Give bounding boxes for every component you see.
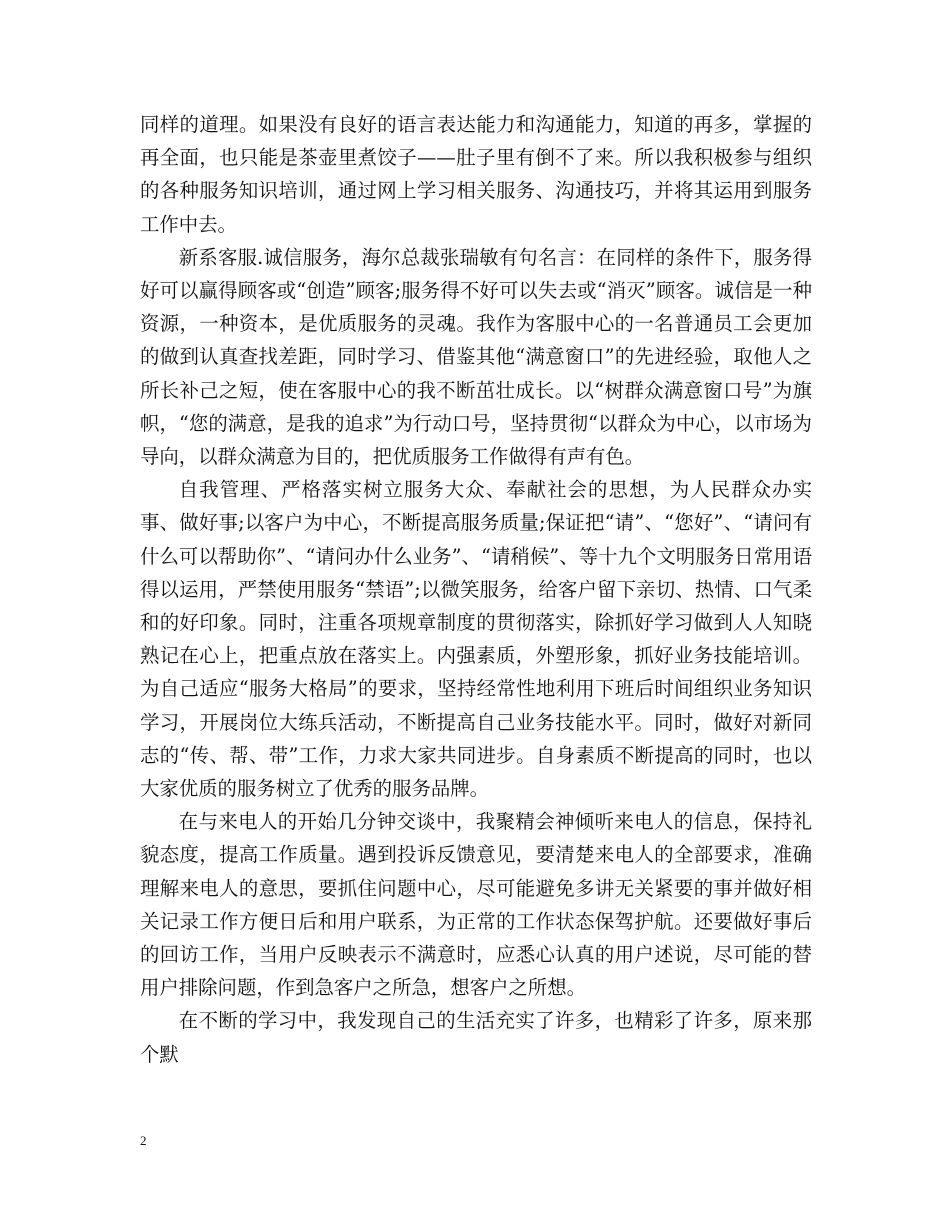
paragraph-4: 在与来电人的开始几分钟交谈中，我聚精会神倾听来电人的信息，保持礼貌态度，提高工作质量。遇到投诉反馈意见，要清楚来电人的全部要求，准确理解来电人的意思，要抓住问题中心，尽可能避免多讲无关紧要的事并做好相关记录工作方便日后和用户联系，为正常的工作状态保驾护航。还要做好事后的回访工作，当用户反映表示不满意时，应悉心认真的用户述说，尽可能的替用户排除问题，作到急客户之所急，想客户之所想。	[140, 810, 812, 1000]
paragraph-1: 同样的道理。如果没有良好的语言表达能力和沟通能力，知道的再多，掌握的再全面，也只能是茶壶里煮饺子——肚子里有倒不了来。所以我积极参与组织的各种服务知识培训，通过网上学习相关服务、沟通技巧，并将其运用到服务工作中去。	[140, 113, 812, 236]
paragraph-5: 在不断的学习中，我发现自己的生活充实了许多，也精彩了许多，原来那个默	[140, 1009, 812, 1066]
paragraph-2: 新系客服.诚信服务，海尔总裁张瑞敏有句名言：在同样的条件下，服务得好可以赢得顾客或“创造”顾客;服务得不好可以失去或“消灭”顾客。诚信是一种资源，一种资本，是优质服务的灵魂。我作为客服中心的一名普通员工会更加的做到认真查找差距，同时学习、借鉴其他“满意窗口”的先进经验，取他人之所长补己之短，使在客服中心的我不断茁壮成长。以“树群众满意窗口号”为旗帜，“您的满意，是我的追求”为行动口号，坚持贯彻“以群众为中心，以市场为导向，以群众满意为目的，把优质服务工作做得有声有色。	[140, 245, 812, 469]
page-number: 2	[140, 1133, 147, 1148]
paragraph-3: 自我管理、严格落实树立服务大众、奉献社会的思想，为人民群众办实事、做好事;以客户为中心，不断提高服务质量;保证把“请”、“您好”、“请问有什么可以帮助你”、“请问办什么业务”、“请稍候”、等十九个文明服务日常用语得以运用，严禁使用服务“禁语”;以微笑服务，给客户留下亲切、热情、口气柔和的好印象。同时，注重各项规章制度的贯彻落实，除抓好学习做到人人知晓熟记在心上，把重点放在落实上。内强素质，外塑形象，抓好业务技能培训。为自己适应“服务大格局”的要求，坚持经常性地利用下班后时间组织业务知识学习，开展岗位大练兵活动，不断提高自己业务技能水平。同时，做好对新同志的“传、帮、带”工作，力求大家共同进步。自身素质不断提高的同时，也以大家优质的服务树立了优秀的服务品牌。	[140, 478, 812, 801]
document-body	[140, 108, 812, 1071]
